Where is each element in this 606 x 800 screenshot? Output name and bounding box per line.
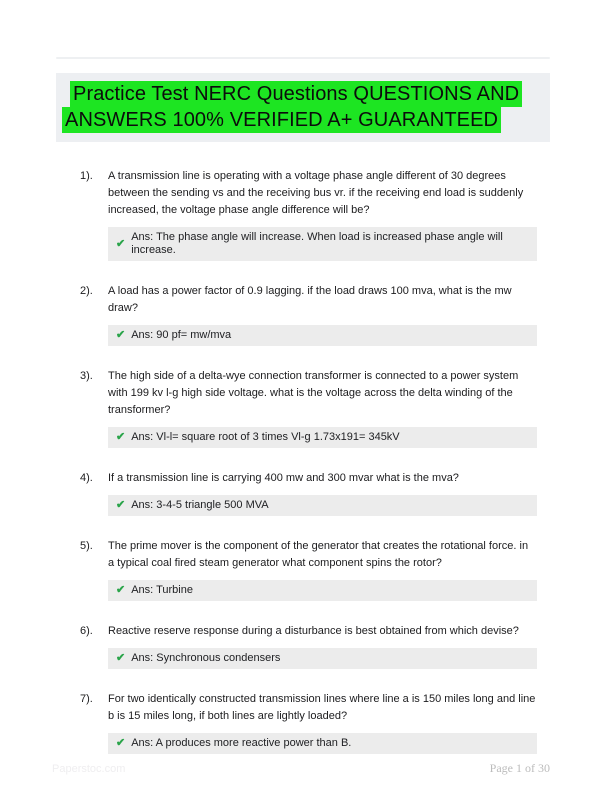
question-item bbox=[56, 623, 550, 669]
check-icon: ✔ bbox=[116, 737, 126, 749]
page-title-line-1: Practice Test NERC Questions QUESTIONS AND bbox=[70, 81, 522, 107]
question-text: A transmission line is operating with a voltage phase angle different of 30 degrees between the sending vs and the receiving bus vr. if the receiving end load is suddenly increased, the voltage phase angle difference will be? bbox=[108, 170, 524, 216]
question-number: 1). bbox=[80, 170, 93, 182]
answer-text: Ans: 90 pf= mw/mva bbox=[131, 329, 232, 341]
check-icon: ✔ bbox=[116, 652, 126, 664]
question-number: 2). bbox=[80, 285, 93, 297]
question-row bbox=[56, 470, 550, 487]
question-list bbox=[56, 168, 550, 776]
answer-text: Ans: Synchronous condensers bbox=[131, 652, 281, 664]
question-item bbox=[56, 368, 550, 448]
watermark-text: Paperstoc.com bbox=[52, 763, 126, 775]
answer-bar bbox=[108, 325, 537, 346]
question-text: A load has a power factor of 0.9 lagging. if the load draws 100 mva, what is the mw draw? bbox=[108, 285, 512, 314]
check-icon: ✔ bbox=[116, 584, 126, 596]
page-title bbox=[56, 73, 550, 133]
question-row bbox=[56, 283, 550, 317]
question-row bbox=[56, 168, 550, 219]
question-item bbox=[56, 283, 550, 346]
answer-text: Ans: 3-4-5 triangle 500 MVA bbox=[131, 499, 269, 511]
question-number: 5). bbox=[80, 540, 93, 552]
question-item bbox=[56, 538, 550, 601]
question-text: The high side of a delta-wye connection transformer is connected to a power system with 199 kv l-g high side voltage. what is the voltage across the delta winding of the transformer? bbox=[108, 370, 519, 416]
answer-text: Ans: Vl-l= square root of 3 times Vl-g 1.73x191= 345kV bbox=[131, 431, 400, 443]
question-row bbox=[56, 691, 550, 725]
check-icon: ✔ bbox=[116, 329, 126, 341]
answer-bar bbox=[108, 495, 537, 516]
answer-text: Ans: The phase angle will increase. When load is increased phase angle will increase. bbox=[131, 231, 503, 256]
answer-bar bbox=[108, 733, 537, 754]
question-number: 6). bbox=[80, 625, 93, 637]
question-number: 7). bbox=[80, 693, 93, 705]
check-icon: ✔ bbox=[116, 431, 126, 443]
check-icon: ✔ bbox=[116, 237, 126, 250]
question-item bbox=[56, 470, 550, 516]
question-item bbox=[56, 691, 550, 754]
question-text: If a transmission line is carrying 400 mw and 300 mvar what is the mva? bbox=[108, 472, 459, 484]
answer-text: Ans: A produces more reactive power than B. bbox=[131, 737, 352, 749]
answer-bar bbox=[108, 648, 537, 669]
answer-bar bbox=[108, 427, 537, 448]
question-item bbox=[56, 168, 550, 261]
answer-bar bbox=[108, 580, 537, 601]
question-row bbox=[56, 368, 550, 419]
page-title-line-2: ANSWERS 100% VERIFIED A+ GUARANTEED bbox=[62, 107, 501, 133]
header-divider bbox=[56, 57, 550, 59]
question-number: 4). bbox=[80, 472, 93, 484]
answer-bar bbox=[108, 227, 537, 261]
page-footer bbox=[52, 761, 550, 776]
question-text: Reactive reserve response during a disturbance is best obtained from which devise? bbox=[108, 625, 519, 637]
check-icon: ✔ bbox=[116, 499, 126, 511]
question-row bbox=[56, 538, 550, 572]
question-text: For two identically constructed transmission lines where line a is 150 miles long and line b is 15 miles long, if both lines are lightly loaded? bbox=[108, 693, 536, 722]
question-text: The prime mover is the component of the generator that creates the rotational force. in a typical coal fired steam generator what component spins the rotor? bbox=[108, 540, 529, 569]
title-banner bbox=[56, 73, 550, 142]
page-number-label: Page 1 of 30 bbox=[489, 761, 550, 775]
question-number: 3). bbox=[80, 370, 93, 382]
answer-text: Ans: Turbine bbox=[131, 584, 193, 596]
question-row bbox=[56, 623, 550, 640]
